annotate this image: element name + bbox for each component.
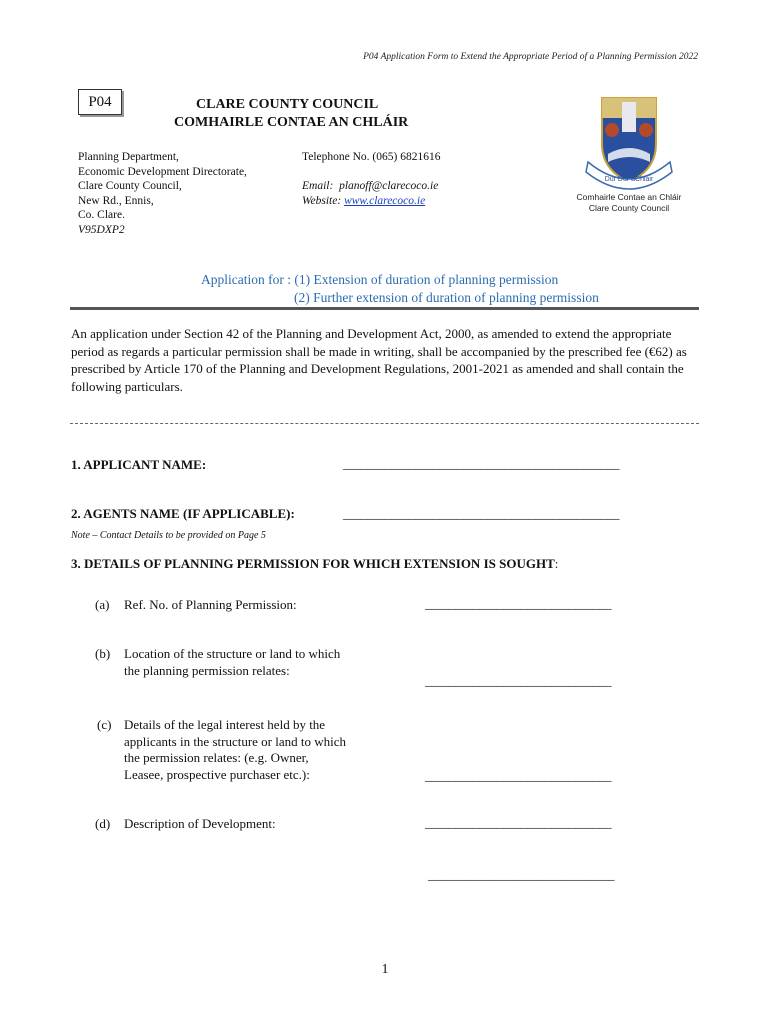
email-label: Email: (302, 180, 334, 192)
item-c-label-line: Leasee, prospective purchaser etc.): (124, 766, 310, 782)
council-name-irish: COMHAIRLE CONTAE AN CHLÁIR (174, 115, 409, 130)
intro-paragraph: An application under Section 42 of the Planning and Development Act, 2000, as amended to extend the appropriate period as regards a particular permission shall be made in writing, shall be accompanied by the prescribed fee (€62) as prescribed by Article 170 of the Planning and Development Regulations, 2001-2021 as amended and shall contain the following particulars. (71, 326, 687, 394)
item-a-marker: (a) (95, 597, 110, 612)
application-for-line-1: Application for : (1) Extension of duration of planning permission (201, 272, 559, 287)
section3-title (71, 556, 558, 572)
address-line: Planning Department, (78, 151, 179, 163)
item-c-marker: (c) (97, 717, 112, 732)
eircode: V95DXP2 (78, 223, 125, 236)
address-line: New Rd., Ennis, (78, 194, 154, 207)
agent-name-field[interactable]: ______________________________________________ (343, 506, 619, 521)
crest-caption-english: Clare County Council (588, 203, 670, 213)
legal-interest-field[interactable]: _______________________________ (425, 768, 611, 783)
item-b-marker: (b) (95, 646, 111, 661)
item-b-label-line: the planning permission relates: (124, 662, 290, 678)
council-name-english: CLARE COUNTY COUNCIL (196, 97, 379, 112)
email-row (302, 179, 440, 194)
crest-caption-irish: Comhairle Contae an Chláir (576, 192, 682, 202)
dashed-divider (70, 423, 699, 424)
item-c-label (124, 717, 346, 783)
item-b-label-line: Location of the structure or land to which (124, 646, 341, 661)
section3-title-text: 3. DETAILS OF PLANNING PERMISSION FOR WHICH EXTENSION IS SOUGHT (71, 556, 555, 571)
postal-address (78, 150, 247, 237)
agent-name-label: 2. AGENTS NAME (IF APPLICABLE): (71, 506, 295, 521)
svg-text:Dúr Dúr aChláir: Dúr Dúr aChláir (604, 176, 654, 183)
description-field-continued[interactable]: _______________________________ (428, 867, 614, 882)
website-link[interactable]: www.clarecoco.ie (344, 194, 426, 207)
item-c-label-line: Details of the legal interest held by the (124, 717, 326, 732)
contact-details (302, 150, 440, 208)
section3-title-colon: : (554, 556, 559, 571)
item-c-label-line: the permission relates: (e.g. Owner, (124, 750, 309, 765)
item-b-label (124, 646, 340, 679)
section-divider (70, 307, 699, 310)
item-d-marker: (d) (95, 816, 111, 831)
item-c-label-line: applicants in the structure or land to which (124, 733, 347, 749)
website-label: Website: (302, 194, 342, 207)
website-row (302, 194, 440, 209)
form-code-box: P04 (78, 89, 122, 115)
application-for-line-2: (2) Further extension of duration of planning permission (294, 290, 599, 305)
item-a-label: Ref. No. of Planning Permission: (124, 597, 297, 612)
location-field[interactable]: _______________________________ (425, 673, 611, 688)
address-line: Clare County Council, (78, 180, 182, 192)
applicant-name-label: 1. APPLICANT NAME: (71, 457, 207, 472)
header-note: P04 Application Form to Extend the Appropriate Period of a Planning Permission 2022 (363, 52, 698, 62)
telephone: Telephone No. (065) 6821616 (302, 151, 441, 163)
item-d-label: Description of Development: (124, 816, 276, 831)
crest-caption (574, 192, 684, 214)
contact-note: Note – Contact Details to be provided on Page 5 (71, 530, 266, 541)
applicant-name-field[interactable]: ______________________________________________ (343, 456, 619, 471)
email-address[interactable]: planoff@clarecoco.ie (339, 180, 439, 192)
ref-number-field[interactable]: _______________________________ (425, 596, 611, 611)
address-line: Co. Clare. (78, 209, 125, 221)
page-number: 1 (381, 962, 389, 977)
address-line: Economic Development Directorate, (78, 165, 247, 178)
description-field[interactable]: _______________________________ (425, 815, 611, 830)
